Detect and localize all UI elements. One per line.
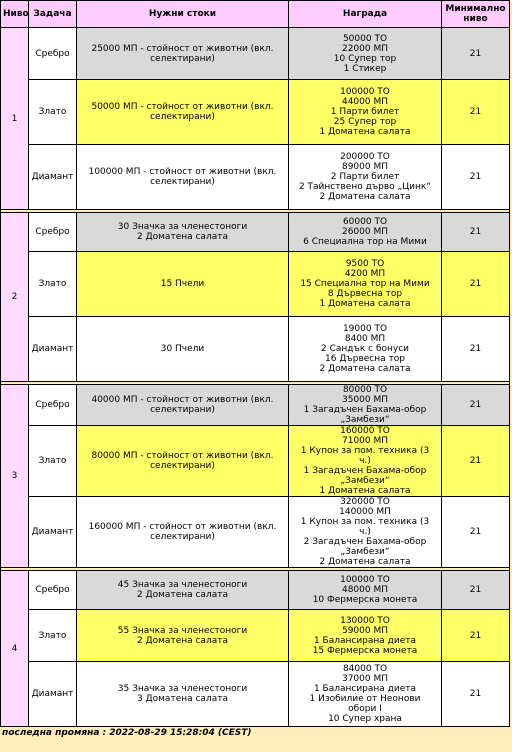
reward-cell-line: 25 Супер тор — [333, 117, 397, 127]
required-goods-cell — [77, 426, 289, 497]
level-cell: 1 — [1, 28, 29, 210]
required-goods-cell — [77, 80, 289, 145]
min-level-cell: 21 — [442, 28, 510, 80]
reward-cell-line: 35000 МП — [341, 395, 389, 405]
task-cell: Сребро — [29, 571, 77, 610]
required-goods-cell-line: селектирани) — [150, 461, 215, 471]
task-cell: Злато — [29, 252, 77, 317]
min-level-cell: 21 — [442, 80, 510, 145]
reward-cell-line: 8 Дървесна тор — [327, 289, 403, 299]
min-level-cell: 21 — [442, 497, 510, 568]
reward-cell-line: 1 Загадъчен Бахама-обор — [303, 405, 427, 415]
min-level-cell: 21 — [442, 662, 510, 727]
reward-cell-line: обори I — [348, 704, 382, 714]
reward-cell-line: 84000 ТО — [342, 664, 388, 674]
level-cell: 2 — [1, 213, 29, 382]
task-cell: Злато — [29, 610, 77, 662]
reward-cell-line: 1 Доматена салата — [319, 486, 411, 496]
reward-cell-line: 160000 ТО — [340, 426, 390, 436]
reward-cell-line: 44000 МП — [341, 97, 389, 107]
task-cell: Злато — [29, 80, 77, 145]
reward-cell-line: 2 Сандък с бонуси — [320, 344, 410, 354]
reward-cell-line: 320000 ТО — [340, 497, 390, 507]
reward-cell-line: 1 Балансирана диета — [313, 635, 417, 646]
reward-cell-line: 1 Балансирана диета — [313, 684, 417, 694]
reward-cell — [289, 610, 442, 662]
required-goods-cell-line: селектирани) — [150, 53, 215, 64]
reward-cell-line: 8400 МП — [344, 334, 386, 344]
reward-cell — [289, 213, 442, 252]
task-cell: Сребро — [29, 213, 77, 252]
reward-cell-line: 80000 ТО — [342, 385, 388, 395]
required-goods-cell — [77, 213, 289, 252]
reward-cell-line: 9500 ТО — [345, 259, 385, 269]
required-goods-cell-line: 15 Пчели — [160, 279, 205, 289]
required-goods-cell — [77, 662, 289, 727]
table-row — [1, 571, 510, 610]
reward-cell-line: 6 Специална тор на Мими — [303, 237, 427, 247]
reward-cell-line: 100000 ТО — [340, 575, 390, 585]
header-level: Ниво — [1, 1, 29, 28]
required-goods-cell-line: 100000 МП - стойност от животни (вкл. — [88, 167, 277, 177]
reward-cell-line: 26000 МП — [341, 227, 389, 237]
header-row — [1, 1, 510, 28]
task-cell: Диамант — [29, 317, 77, 382]
reward-cell-line: 60000 ТО — [342, 217, 388, 227]
table-body — [1, 28, 510, 727]
reward-cell-line: 1 Купон за пом. техника (3 — [300, 517, 430, 527]
reward-cell — [289, 385, 442, 426]
required-goods-cell-line: 30 Значка за членестоноги — [117, 222, 248, 232]
last-modified: последна промяна : 2022-08-29 15:28:04 (CEST) — [2, 728, 252, 738]
table-row — [1, 497, 510, 568]
reward-cell — [289, 145, 442, 210]
level-cell: 4 — [1, 571, 29, 727]
reward-cell-line: „Замбези“ — [340, 476, 390, 486]
required-goods-cell-line: 40000 МП - стойност от животни (вкл. — [91, 395, 274, 405]
reward-cell-line: 130000 ТО — [340, 615, 390, 626]
reward-cell-line: „Замбези“ — [340, 415, 390, 425]
reward-cell — [289, 80, 442, 145]
table-row — [1, 662, 510, 727]
reward-cell-line: 2 Загадъчен Бахама-обор — [303, 537, 427, 547]
reward-cell-line: 10 Супер тор — [333, 53, 397, 64]
reward-cell-line: 37000 МП — [341, 674, 389, 684]
reward-cell — [289, 662, 442, 727]
reward-cell — [289, 497, 442, 568]
required-goods-cell — [77, 145, 289, 210]
required-goods-cell — [77, 385, 289, 426]
required-goods-cell — [77, 571, 289, 610]
header-min-level: Минимално ниво — [442, 1, 510, 28]
reward-cell-line: 1 Доматена салата — [319, 299, 411, 309]
table-row — [1, 385, 510, 426]
task-cell: Злато — [29, 426, 77, 497]
reward-cell-line: 100000 ТО — [340, 87, 390, 97]
reward-cell-line: 59000 МП — [341, 625, 389, 636]
task-cell: Диамант — [29, 145, 77, 210]
reward-cell-line: „Замбези“ — [340, 547, 390, 557]
reward-cell-line: 10 Фермерска монета — [312, 595, 418, 605]
reward-cell-line: 48000 МП — [341, 585, 389, 595]
reward-cell-line: 140000 МП — [339, 507, 391, 517]
reward-cell — [289, 252, 442, 317]
required-goods-cell-line: селектирани) — [150, 177, 215, 187]
table-row — [1, 426, 510, 497]
required-goods-cell-line: селектирани) — [150, 112, 215, 122]
required-goods-cell-line: 35 Значка за членестоноги — [117, 684, 248, 694]
reward-cell — [289, 317, 442, 382]
reward-cell-line: 19000 ТО — [342, 324, 388, 334]
table-row — [1, 252, 510, 317]
required-goods-cell-line: 25000 МП - стойност от животни (вкл. — [91, 43, 274, 54]
table-row — [1, 317, 510, 382]
reward-cell-line: 2 Доматена салата — [319, 557, 411, 567]
reward-cell-line: 89000 МП — [341, 162, 389, 172]
min-level-cell: 21 — [442, 145, 510, 210]
table-row — [1, 145, 510, 210]
required-goods-cell-line: селектирани) — [150, 532, 215, 542]
reward-cell-line: 16 Дървесна тор — [325, 354, 405, 364]
task-cell: Сребро — [29, 28, 77, 80]
required-goods-cell — [77, 28, 289, 80]
reward-cell-line: 15 Специална тор на Мими — [300, 279, 430, 289]
reward-cell-line: 2 Тайнствено дърво „Цинк“ — [298, 182, 432, 192]
reward-cell-line: 4200 МП — [344, 269, 386, 279]
required-goods-cell-line: селектирани) — [150, 405, 215, 415]
required-goods-cell-line: 2 Доматена салата — [137, 635, 228, 646]
reward-cell-line: 2 Доматена салата — [319, 364, 411, 374]
header-task: Задача — [29, 1, 77, 28]
reward-cell-line: 1 Загадъчен Бахама-обор — [303, 466, 427, 476]
reward-cell-line: 1 Стикер — [343, 63, 387, 74]
required-goods-cell-line: 2 Доматена салата — [137, 590, 228, 600]
task-cell: Диамант — [29, 662, 77, 727]
table-row — [1, 213, 510, 252]
required-goods-cell-line: 80000 МП - стойност от животни (вкл. — [91, 451, 274, 461]
min-level-cell: 21 — [442, 571, 510, 610]
reward-cell-line: 71000 МП — [341, 436, 389, 446]
min-level-cell: 21 — [442, 213, 510, 252]
table-row — [1, 610, 510, 662]
table-row — [1, 28, 510, 80]
required-goods-cell — [77, 252, 289, 317]
min-level-cell: 21 — [442, 317, 510, 382]
min-level-cell: 21 — [442, 610, 510, 662]
required-goods-cell-line: 160000 МП - стойност от животни (вкл. — [88, 522, 277, 532]
reward-cell-line: 1 Изобилие от Неонови — [309, 694, 421, 704]
header-required: Нужни стоки — [77, 1, 289, 28]
reward-cell-line: 2 Парти билет — [330, 172, 400, 182]
required-goods-cell — [77, 610, 289, 662]
reward-cell — [289, 426, 442, 497]
required-goods-cell-line: 50000 МП - стойност от животни (вкл. — [91, 102, 274, 112]
header-reward: Награда — [289, 1, 442, 28]
reward-cell-line: 200000 ТО — [340, 152, 390, 162]
min-level-cell: 21 — [442, 385, 510, 426]
table-row — [1, 80, 510, 145]
required-goods-cell-line: 45 Значка за членестоноги — [117, 580, 248, 590]
task-cell: Сребро — [29, 385, 77, 426]
reward-cell-line: 10 Супер храна — [328, 714, 402, 724]
required-goods-cell — [77, 317, 289, 382]
reward-cell-line: 22000 МП — [341, 43, 389, 54]
min-level-cell: 21 — [442, 426, 510, 497]
reward-cell — [289, 571, 442, 610]
required-goods-cell-line: 55 Значка за членестоноги — [117, 625, 248, 636]
required-goods-cell — [77, 497, 289, 568]
min-level-cell: 21 — [442, 252, 510, 317]
reward-cell-line: 1 Доматена салата — [319, 127, 411, 137]
reward-cell-line: 2 Доматена салата — [319, 192, 411, 202]
reward-cell-line: ч.) — [359, 456, 371, 466]
reward-cell-line: 15 Фермерска монета — [312, 645, 418, 656]
reward-cell-line: ч.) — [359, 527, 371, 537]
reward-cell-line: 1 Парти билет — [330, 107, 400, 117]
required-goods-cell-line: 3 Доматена салата — [137, 694, 228, 704]
required-goods-cell-line: 30 Пчели — [160, 344, 205, 354]
reward-cell-line: 1 Купон за пом. техника (3 — [300, 446, 430, 456]
reward-cell-line: 50000 ТО — [342, 33, 388, 44]
reward-cell — [289, 28, 442, 80]
task-cell: Диамант — [29, 497, 77, 568]
required-goods-cell-line: 2 Доматена салата — [137, 232, 228, 242]
level-cell: 3 — [1, 385, 29, 568]
